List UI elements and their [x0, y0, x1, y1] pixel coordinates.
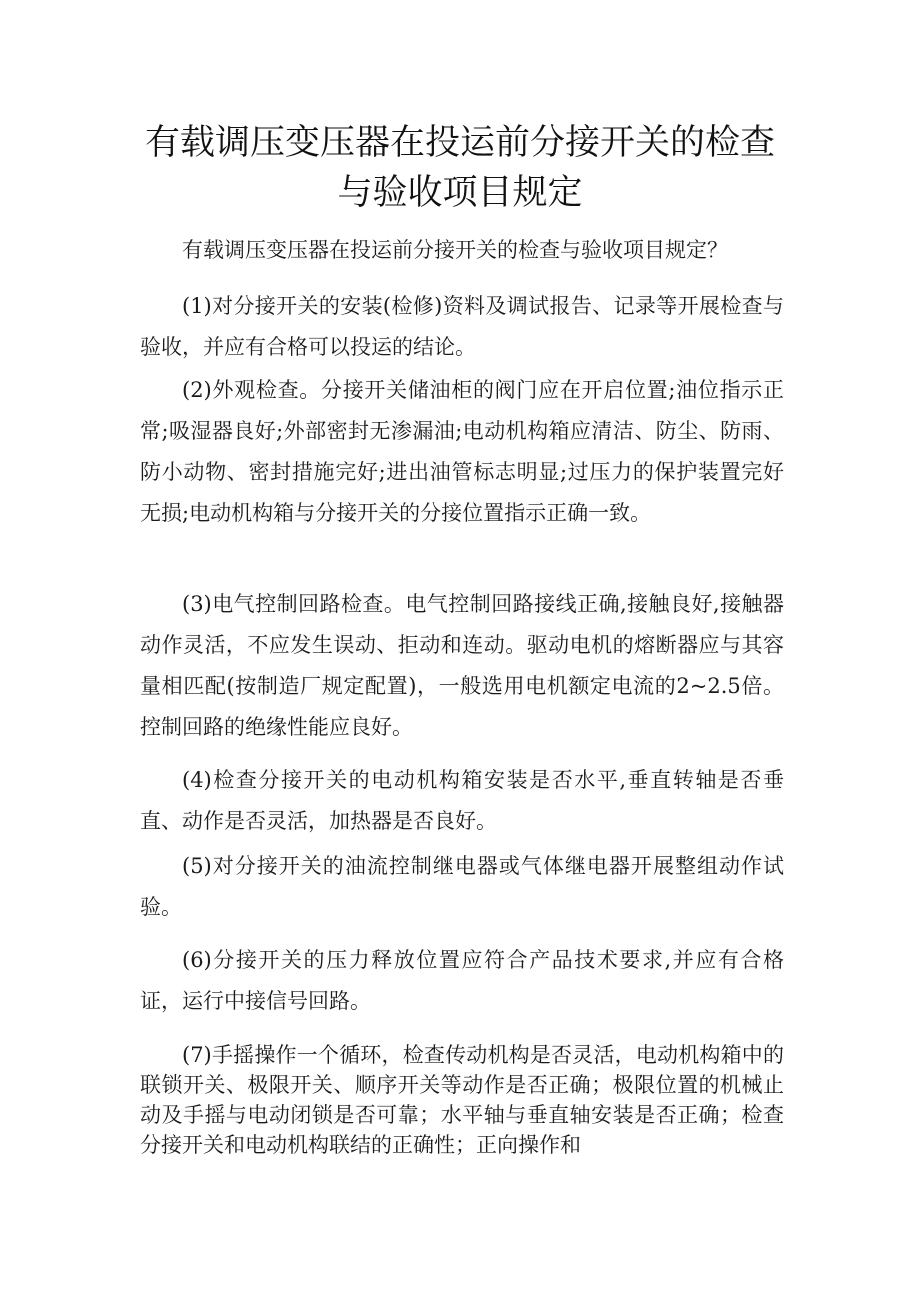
item-3-block: [140, 584, 784, 748]
item-6-paragraph: (6)分接开关的压力释放位置应符合产品技术要求,并应有合格证，运行中接信号回路。: [140, 948, 784, 1013]
title-line-1: 有载调压变压器在投运前分接开关的检查: [144, 123, 775, 163]
item-5-paragraph: (5)对分接开关的油流控制继电器或气体继电器开展整组动作试验。: [140, 854, 784, 919]
item-3-paragraph: (3)电气控制回路检查。电气控制回路接线正确,接触良好,接触器动作灵活，不应发生误动、拒动和连动。驱动电机的熔断器应与其容量相匹配(按制造厂规定配置)，一般选用电机额定电流的2~2.5倍。控制回路的绝缘性能应良好。: [140, 592, 784, 739]
intro-paragraph: 有载调压变压器在投运前分接开关的检查与验收项目规定？: [182, 238, 728, 262]
item-5-block: [140, 846, 784, 928]
item-2-block: [140, 370, 784, 534]
item-2-paragraph: (2)外观检查。分接开关储油柜的阀门应在开启位置;油位指示正常;吸湿器良好;外部密封无渗漏油;电动机构箱应清洁、防尘、防雨、防小动物、密封措施完好;进出油管标志明显;过压力的保护装置完好无损;电动机构箱与分接开关的分接位置指示正确一致。: [140, 378, 784, 525]
item-7-paragraph: (7)手摇操作一个循环，检查传动机构是否灵活，电动机构箱中的联锁开关、极限开关、顺序开关等动作是否正确；极限位置的机械止动及手摇与电动闭锁是否可靠；水平轴与垂直轴安装是否正确；检查分接开关和电动机构联结的正确性；正向操作和: [140, 1043, 784, 1157]
item-6-block: [140, 940, 784, 1022]
item-1-paragraph: (1)对分接开关的安装(检修)资料及调试报告、记录等开展检查与验收，并应有合格可以投运的结论。: [140, 294, 784, 359]
item-1-block: [140, 286, 784, 368]
intro-block: [140, 230, 784, 271]
document-title: [100, 118, 820, 218]
item-7-block: [140, 1040, 784, 1160]
title-line-2: 与验收项目规定: [337, 173, 583, 213]
item-4-block: [140, 760, 784, 842]
item-4-paragraph: (4)检查分接开关的电动机构箱安装是否水平,垂直转轴是否垂直、动作是否灵活，加热器是否良好。: [140, 768, 784, 833]
